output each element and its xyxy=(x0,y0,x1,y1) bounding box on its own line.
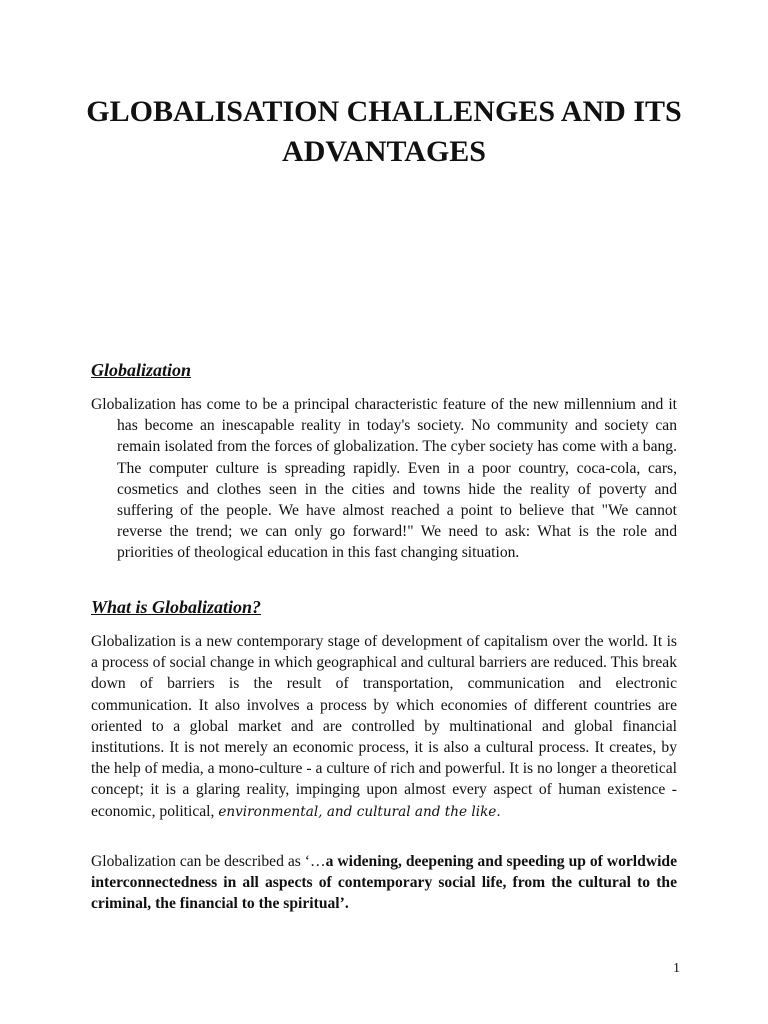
section-heading-globalization: Globalization xyxy=(91,360,192,380)
what-is-globalization-paragraph xyxy=(91,631,677,823)
globalization-paragraph: Globalization has come to be a principal characteristic feature of the new millennium and it has become an inescapable reality in today's society. No community and society can remain isolated from the forces of globalization. The cyber society has come with a bang. The computer culture is spreading rapidly. Even in a poor country, coca-cola, cars, cosmetics and clothes seen in the cities and towns hide the reality of poverty and suffering of the people. We have almost reached a point to believe that "We cannot reverse the trend; we can only go forward!" We need to ask: What is the role and priorities of theological education in this fast changing situation. xyxy=(91,396,677,562)
page-number: 1 xyxy=(673,961,680,976)
document-title: GLOBALISATION CHALLENGES AND ITS ADVANTAGES xyxy=(86,95,682,168)
quote-intro: Globalization can be described as ‘… xyxy=(91,853,326,870)
section-heading-what-is-globalization: What is Globalization? xyxy=(91,597,262,617)
paragraph-main-text: Globalization is a new contemporary stage of development of capitalism over the world. It is a process of social change in which geographical and cultural barriers are reduced. This break down of barriers is the result of transportation, communication and electronic communication. It also involves a process by which economies of different countries are oriented to a global market and are controlled by multinational and global financial institutions. It is not merely an economic process, it is also a cultural process. It creates, by the help of media, a mono-culture - a culture of rich and powerful. It is no longer a theoretical concept; it is a glaring reality, impinging upon almost every aspect of human existence - economic, political, xyxy=(91,633,677,820)
globalization-definition-quote xyxy=(91,851,677,915)
quote-bold-text: a widening, deepening and speeding up of worldwide interconnectedness in all aspects of contemporary social life, from the cultural to the criminal, the financial to the spiritual’. xyxy=(91,853,678,913)
paragraph-italic-tail: environmental, and cultural and the like. xyxy=(218,803,501,820)
